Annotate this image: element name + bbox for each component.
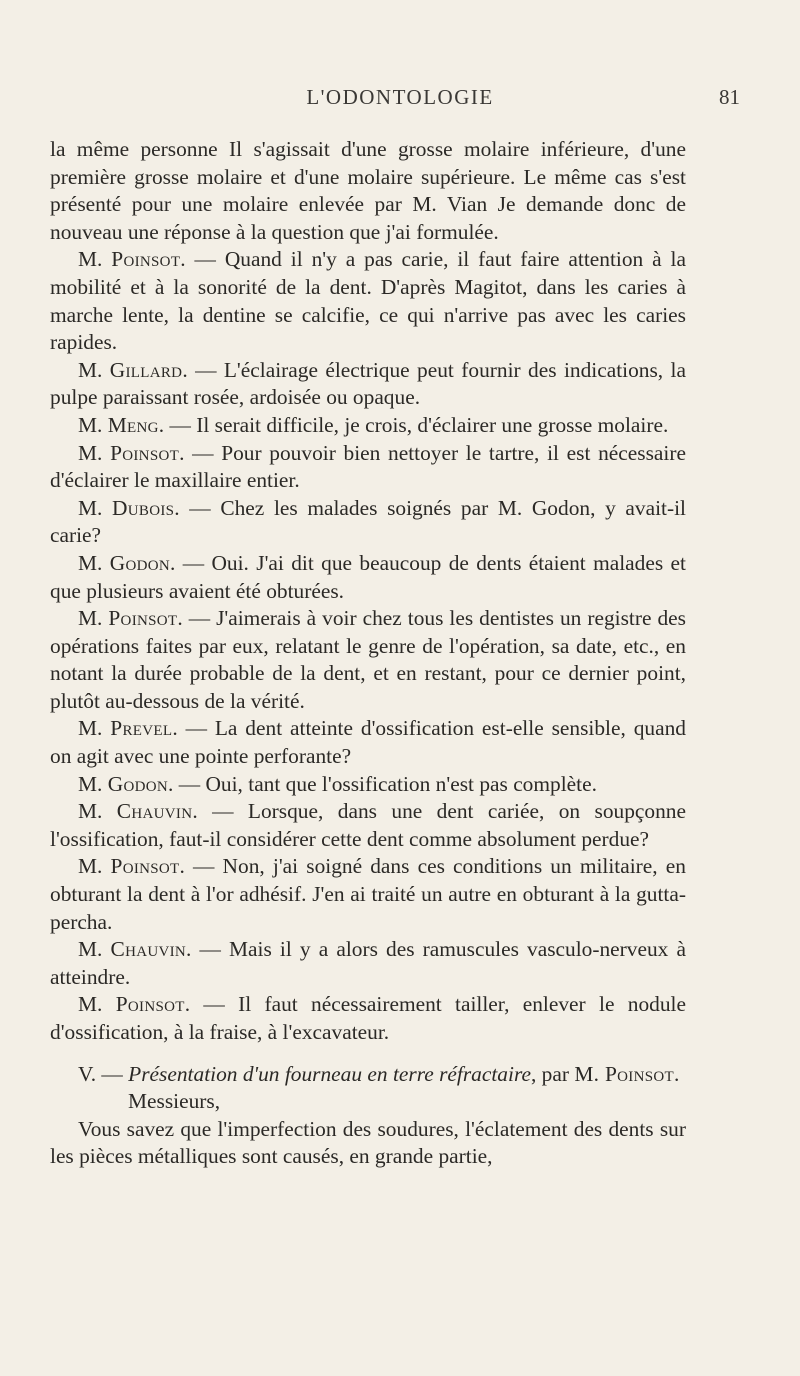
speaker-name: Godon [109,550,171,575]
speaker-name: Poinsot [110,854,180,879]
paragraph-text: J'aimerais à voir chez tous les dentistes un registre des opérations faites par eux, relatant le genre de l'opération, sa date, etc., en notant la durée probable de la dent, et en restant, pour ce dernier point, plutôt au-dessous de la vérité. [50,606,686,713]
speaker-name: Poinsot [111,247,181,272]
paragraph: M. Poinsot. — Pour pouvoir bien nettoyer le tartre, il est nécessaire d'éclairer le maxillaire entier. [50,440,686,493]
paragraph: M. Prevel. — La dent atteinte d'ossification est-elle sensible, quand on agit avec une pointe perforante? [50,716,687,769]
paragraph-text: Lorsque, dans une dent cariée, on soupçonne l'ossification, faut-il considérer cette dent comme absolument perdue? [50,799,686,851]
paragraph-text: Il faut nécessairement tailler, enlever le nodule d'ossification, à la fraise, à l'excavateur. [50,992,686,1044]
speaker-name: Chauvin [110,937,187,962]
paragraph [50,1116,686,1171]
paragraph: M. Godon. — Oui, tant que l'ossification n'est pas complète. [78,771,597,796]
paragraph-text: Il serait difficile, je crois, d'éclairer une grosse molaire. [196,412,669,437]
page-body [50,136,686,1171]
running-title: L'ODONTOLOGIE [306,85,494,109]
paragraph: M. Meng. — Il serait difficile, je crois, d'éclairer une grosse molaire. [78,412,669,437]
paragraph-text: la même personne Il s'agissait d'une grosse molaire inférieure, d'une première grosse molaire et d'une molaire supérieure. Le même cas s'est présenté pour une molaire enlevée par M. Vian Je demande donc de nouveau une réponse à la question que j'ai formulée. [50,137,686,244]
section-title: Présentation d'un fourneau en terre réfractaire [128,1061,531,1086]
paragraph: M. Chauvin. — Lorsque, dans une dent cariée, on soupçonne l'ossification, faut-il considérer cette dent comme absolument perdue? [50,799,686,851]
speaker-name: Poinsot [115,992,185,1017]
section-author: M. Poinsot. [574,1061,680,1086]
speaker-name: Meng [107,412,159,437]
paragraph: M. Gillard. — L'éclairage électrique peut fournir des indications, la pulpe paraissant rosée, ardoisée ou opaque. [50,357,686,410]
speaker-name: Poinsot [108,606,178,631]
paragraph-text: Pour pouvoir bien nettoyer le tartre, il est nécessaire d'éclairer le maxillaire entier. [50,440,686,493]
section-heading: V. — Présentation d'un fourneau en terre réfractaire, par M. Poinsot. [78,1061,680,1086]
paragraph-text: Oui, tant que l'ossification n'est pas complète. [205,771,597,796]
paragraph: M. Poinsot. — Il faut nécessairement tailler, enlever le nodule d'ossification, à la fraise, à l'excavateur. [50,992,686,1044]
page-number: 81 [719,85,740,109]
speaker-name: Chauvin [116,799,193,824]
section-by: par [541,1061,569,1086]
paragraph-text: Quand il n'y a pas carie, il faut faire attention à la mobilité et à la sonorité de la dent. D'après Magitot, dans les caries à marche lente, la dentine se calcifie, ce qui n'arrive pas avec les caries rapides. [50,247,686,355]
paragraph-text: Chez les malades soignés par M. Godon, y avait-il carie? [50,495,686,548]
paragraph: M. Chauvin. — Mais il y a alors des ramuscules vasculo-nerveux à atteindre. [50,937,686,989]
paragraph [50,136,686,246]
speaker-name: Gillard [109,357,183,382]
paragraph-text: Mais il y a alors des ramuscules vasculo-nerveux à atteindre. [50,937,686,989]
paragraph-text: Oui. J'ai dit que beaucoup de dents étaient malades et que plusieurs avaient été obturées. [50,550,686,603]
paragraph: M. Poinsot. — Non, j'ai soigné dans ces conditions un militaire, en obturant la dent à l'or adhésif. J'en ai traité un autre en obturant à la gutta-percha. [50,854,686,934]
page-header [50,85,750,115]
speaker-name: Dubois [112,495,175,520]
paragraph: M. Poinsot. — Quand il n'y a pas carie, il faut faire attention à la mobilité et à la sonorité de la dent. D'après Magitot, dans les caries à marche lente, la dentine se calcifie, ce qui n'arrive pas avec les caries rapides. [50,247,686,355]
salutation: Messieurs, [128,1089,221,1114]
speaker-name: Poinsot [110,440,180,465]
paragraph: M. Poinsot. — J'aimerais à voir chez tous les dentistes un registre des opérations faites par eux, relatant le genre de l'opération, sa date, etc., en notant la durée probable de la dent, et en restant, pour ce dernier point, plutôt au-dessous de la vérité. [50,606,686,713]
speaker-name: Prevel [110,716,173,741]
paragraph: M. Dubois. — Chez les malades soignés par M. Godon, y avait-il carie? [50,495,686,548]
paragraph-text: Vous savez que l'imperfection des soudures, l'éclatement des dents sur les pièces métalliques sont causés, en grande partie, [50,1116,686,1169]
paragraph-text: Non, j'ai soigné dans ces conditions un militaire, en obturant la dent à l'or adhésif. J'en ai traité un autre en obturant à la gutta-percha. [50,854,686,934]
paragraph-text: L'éclairage électrique peut fournir des indications, la pulpe paraissant rosée, ardoisée ou opaque. [50,357,686,410]
paragraph: M. Godon. — Oui. J'ai dit que beaucoup de dents étaient malades et que plusieurs avaient été obturées. [50,550,686,603]
speaker-name: Godon [107,771,169,796]
paragraph-text: La dent atteinte d'ossification est-elle sensible, quand on agit avec une pointe perforante? [50,716,687,769]
section-numeral: V. [78,1061,97,1086]
